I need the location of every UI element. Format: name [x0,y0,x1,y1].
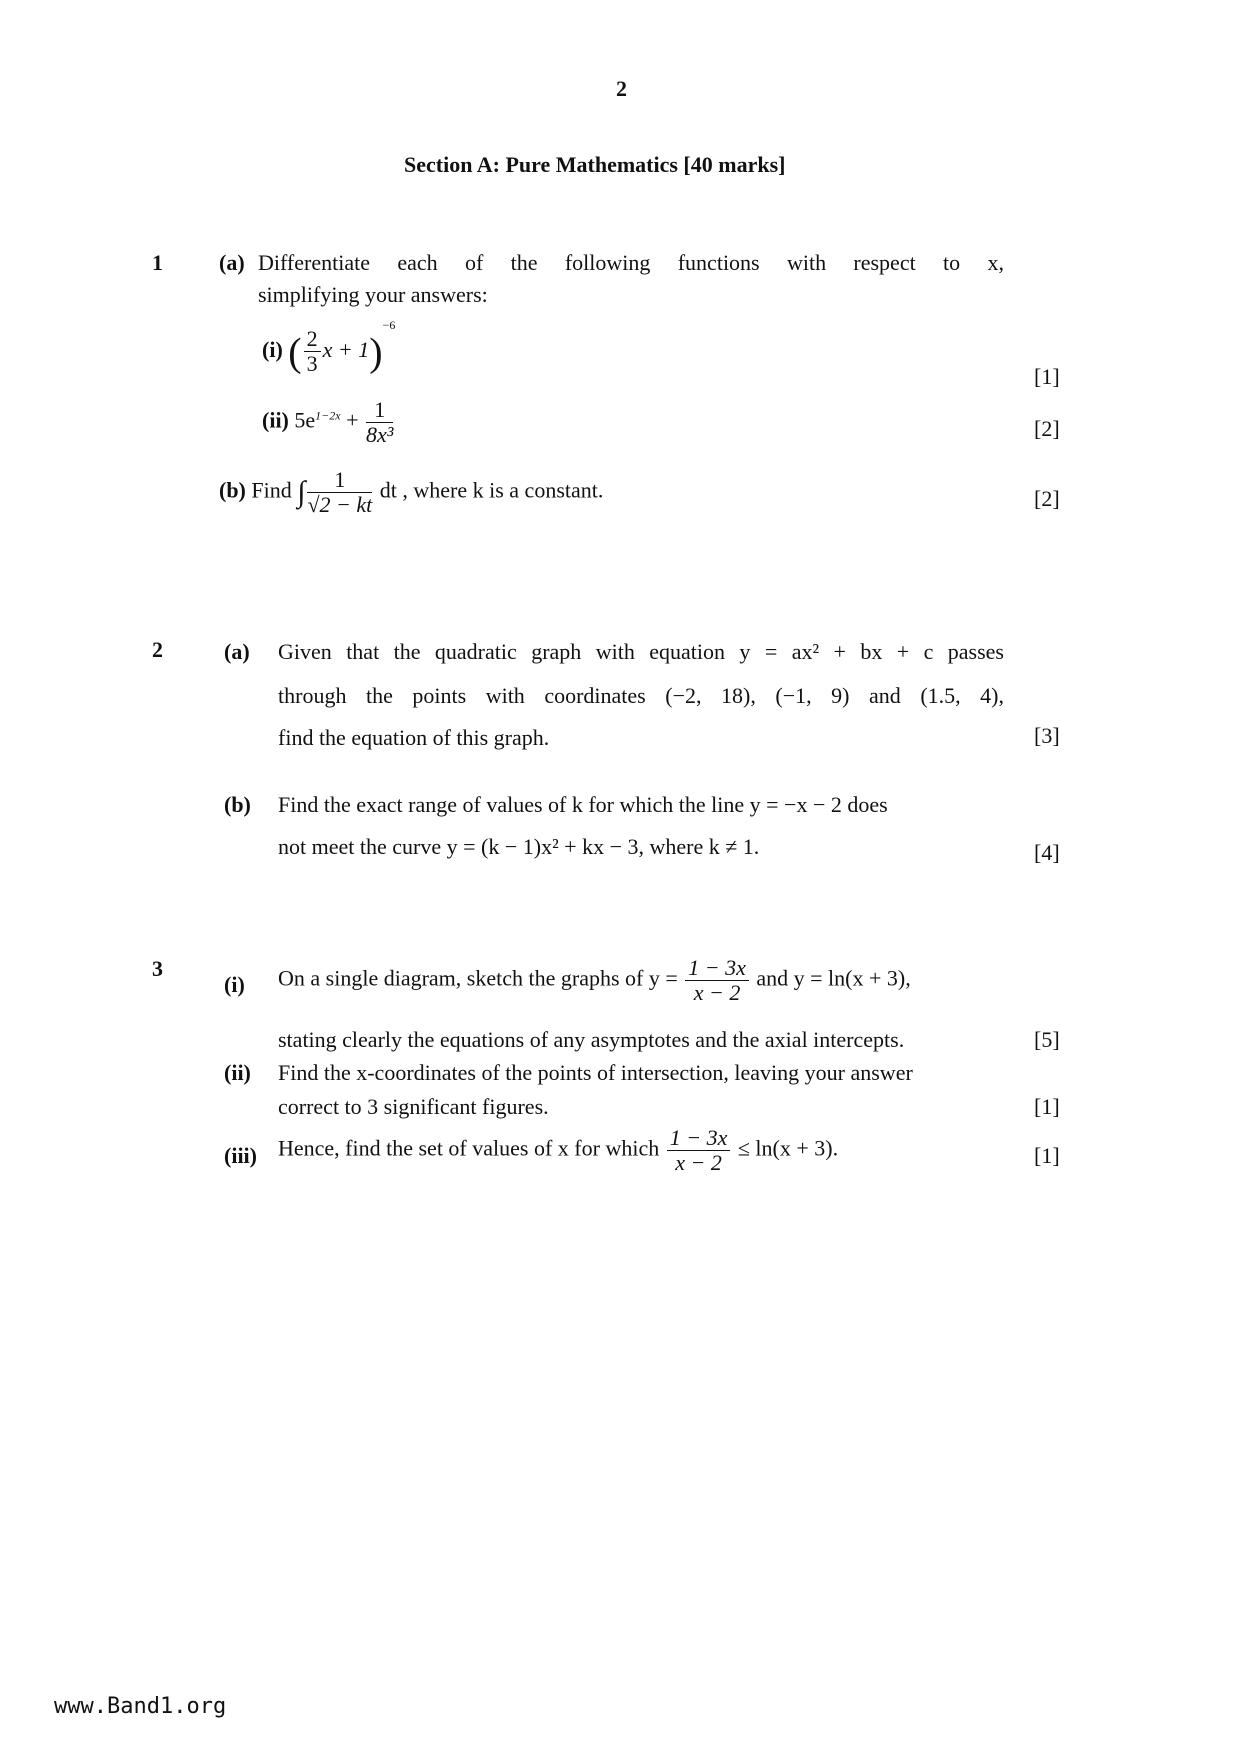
question-number: 3 [152,956,163,981]
question-text: Given that the quadratic graph with equation y = ax² + bx + c passes [278,639,1004,664]
question-text: find the equation of this graph. [278,725,550,750]
question-text: On a single diagram, sketch the graphs of y = $\frac{1 - 3x}{x - 2}$ and y = ln(x + 3), [278,955,911,1006]
part-label: (b) [219,477,246,503]
question-text: through the points with coordinates (−2, 18), (−1, 9) and (1.5, 4), [278,683,1004,708]
section-title: Section A: Pure Mathematics [40 marks] [404,152,786,177]
question-text: Differentiate each of the following functions with respect to x, [258,250,1004,275]
part-label: (iii) [224,1143,257,1168]
part-label: (b) [224,792,251,817]
question-text: stating clearly the equations of any asymptotes and the axial intercepts. [278,1027,905,1052]
part-i-expression: (i) ( $\frac{2}{3}$ x + 1)$^{-6}$ [262,318,396,377]
part-label: (a) [219,250,245,275]
marks: [1] [1034,1143,1060,1168]
footer-watermark: www.Band1.org [54,1694,227,1719]
marks: [4] [1034,840,1060,865]
part-b-expression: (b) Find ∫ $\frac{1}{√2 - kt}$ dt , where k is a constant. [219,467,604,518]
question-number: 2 [152,637,163,662]
marks: [1] [1034,1094,1060,1119]
question-text: Find the exact range of values of k for which the line y = −x − 2 does [278,792,888,817]
question-text: correct to 3 significant figures. [278,1094,549,1119]
part-label: (i) [224,972,245,997]
marks: [2] [1034,416,1060,441]
part-label: (ii) [224,1060,251,1085]
part-label: (i) [262,337,283,362]
marks: [2] [1034,486,1060,511]
part-ii-expression: (ii) $5e^{1-2x}$ + $\frac{1}{\text{8x³}}$ [262,397,394,448]
question-number: 1 [152,250,163,275]
page-number: 2 [616,76,627,101]
question-text: not meet the curve y = (k − 1)x² + kx − 3, where k ≠ 1. [278,834,760,859]
marks: [1] [1034,364,1060,389]
question-text: Hence, find the set of values of x for which $\frac{1 - 3x}{x - 2}$ ≤ ln(x + 3). [278,1125,839,1176]
integral-sign: ∫ [297,475,306,509]
part-label: (a) [224,639,250,664]
question-text: simplifying your answers: [258,282,488,307]
marks: [5] [1034,1027,1060,1052]
question-text: Find the x-coordinates of the points of intersection, leaving your answer [278,1060,913,1085]
part-label: (ii) [262,407,289,433]
marks: [3] [1034,723,1060,748]
